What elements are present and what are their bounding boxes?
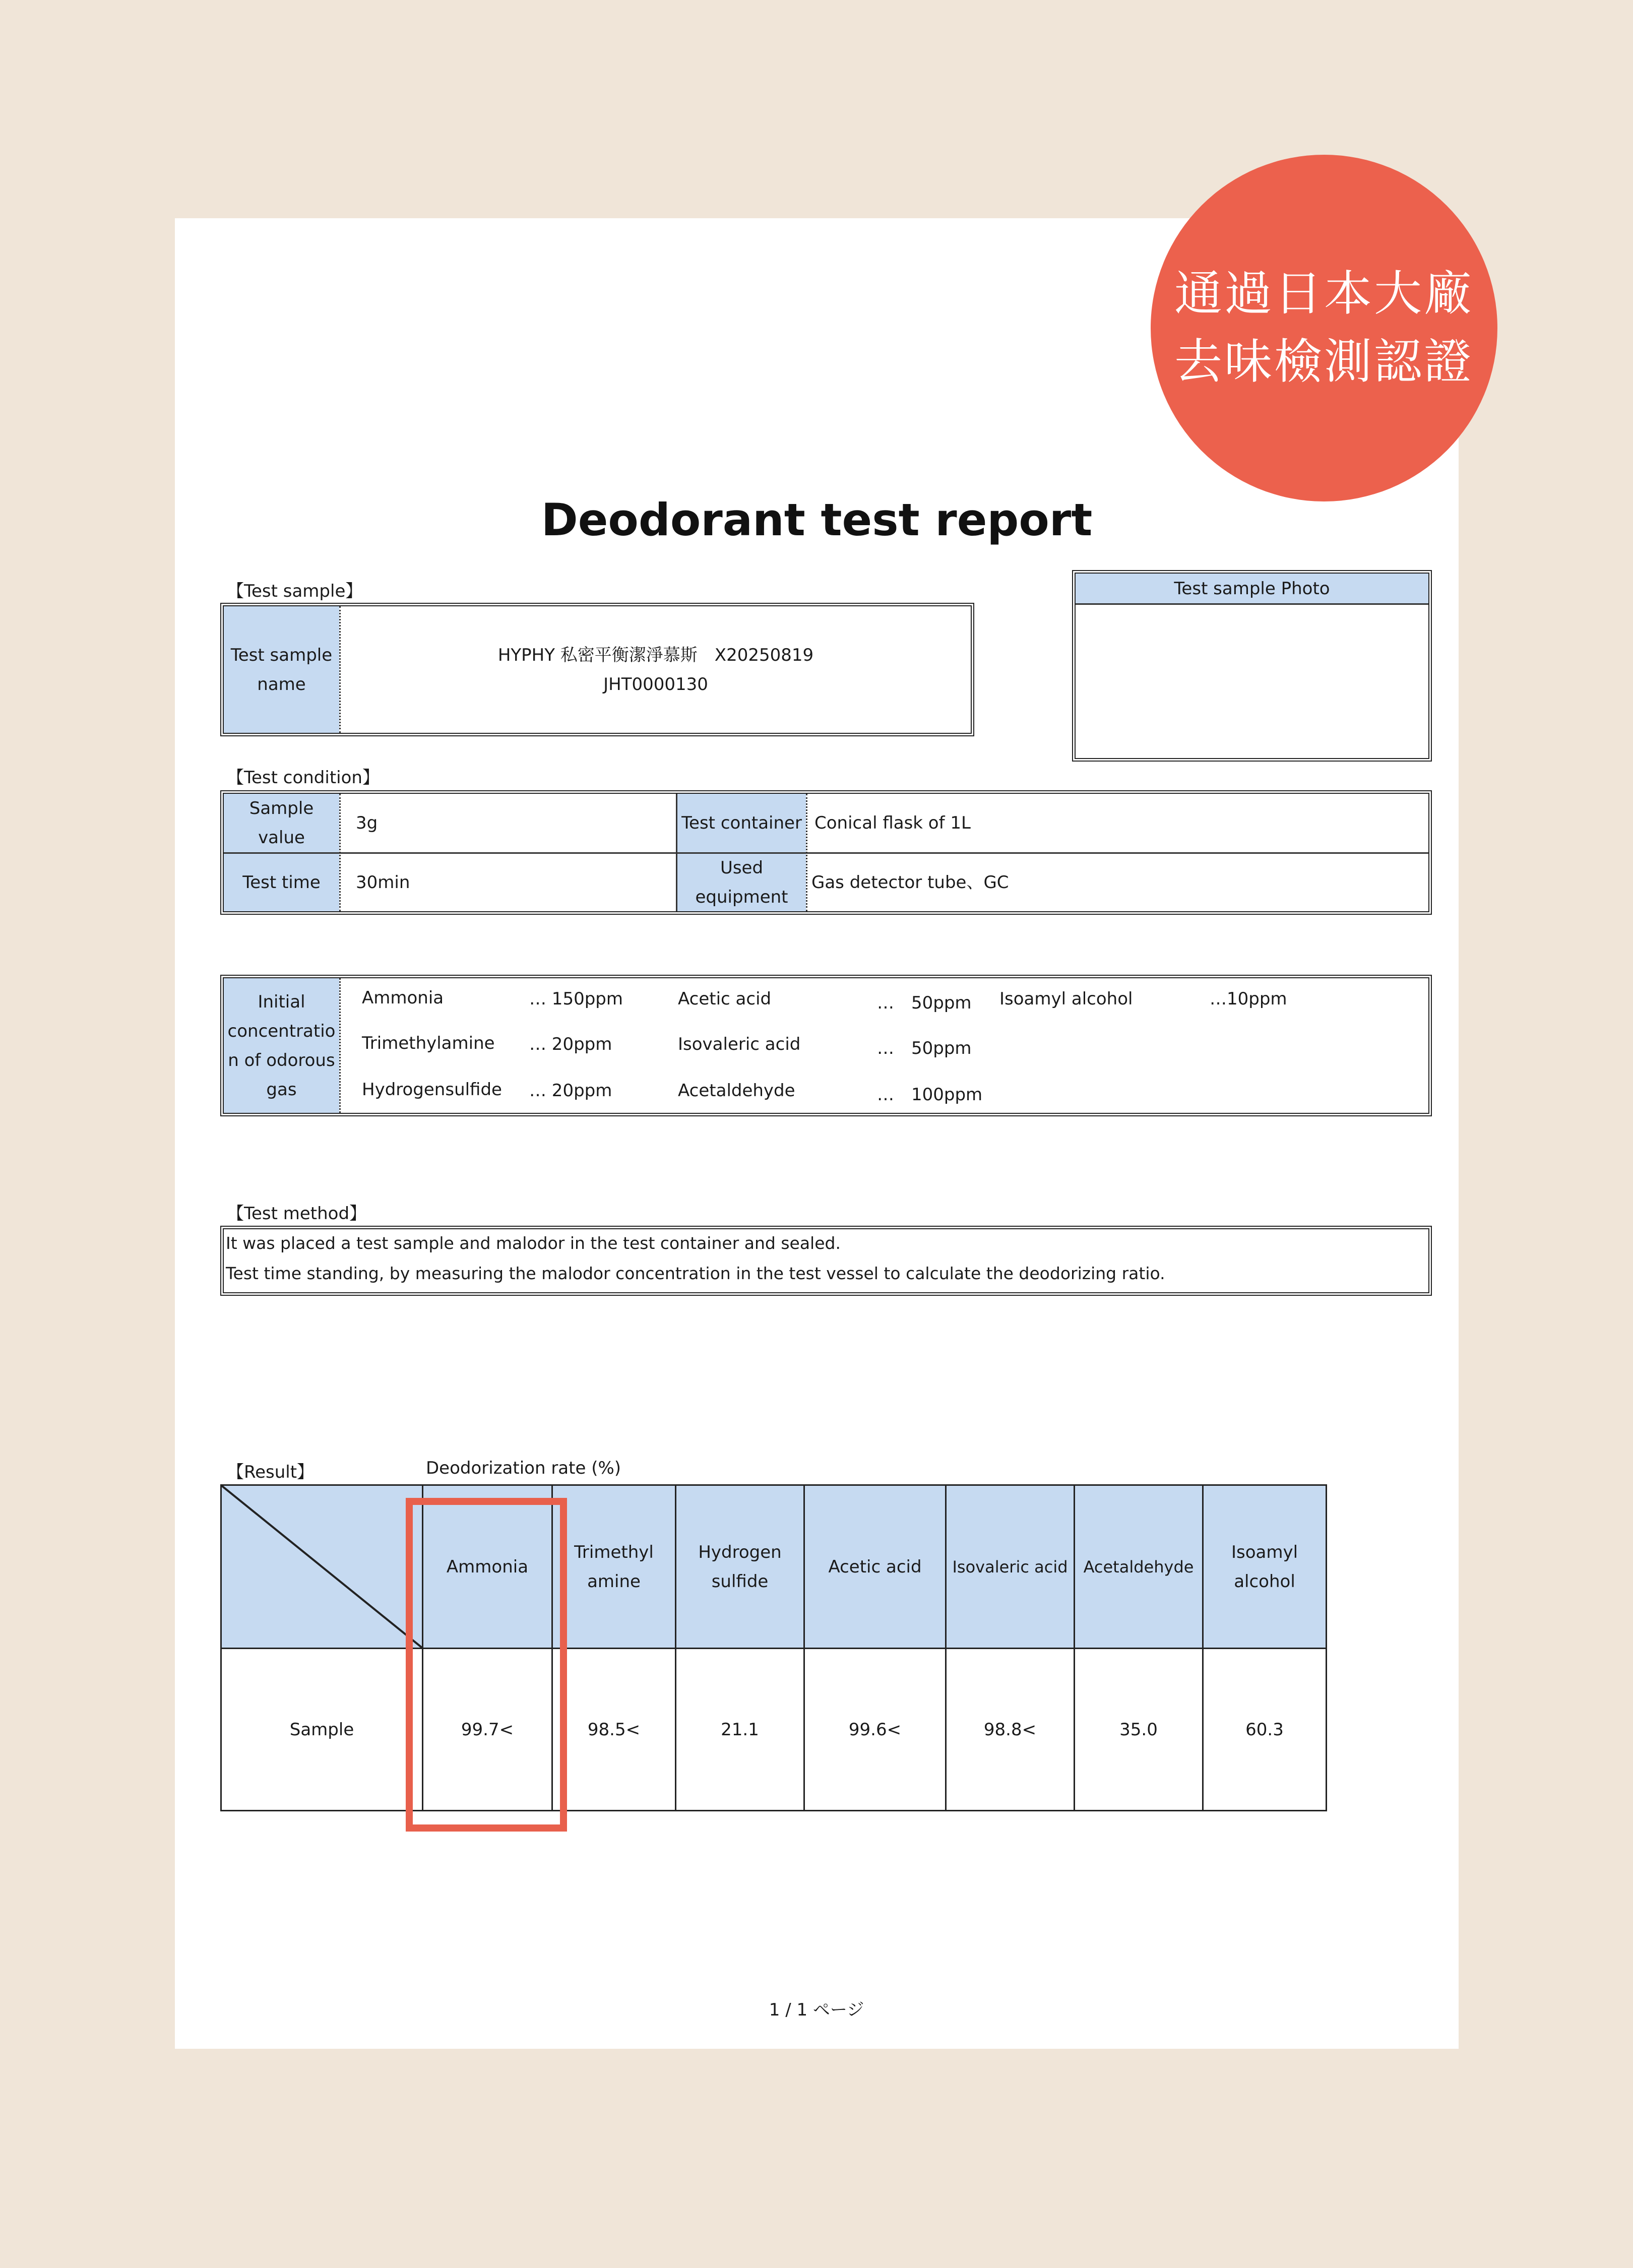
gas-name: Isovaleric acid — [678, 1034, 801, 1054]
result-value-trimethylamine: 98.5< — [551, 1648, 676, 1811]
test-time-value: 30min — [356, 872, 410, 893]
result-header-isovaleric-acid: Isovaleric acid — [945, 1484, 1075, 1649]
page-number: 1 / 1 ページ — [769, 2000, 864, 2020]
result-header-acetaldehyde: Acetaldehyde — [1074, 1484, 1204, 1649]
sample-photo-label: Test sample Photo — [1076, 574, 1428, 605]
result-corner-cell — [220, 1484, 423, 1649]
sample-name-label: Test sample name — [224, 606, 339, 733]
result-row-label: Sample — [220, 1648, 423, 1811]
test-method-line-2: Test time standing, by measuring the malodor concentration in the test vessel to calculate the deodorizing ratio. — [226, 1264, 1165, 1283]
gas-value: … 100ppm — [877, 1085, 983, 1105]
result-header-acetic-acid: Acetic acid — [803, 1484, 947, 1649]
ammonia-highlight-frame — [406, 1498, 567, 1832]
gas-name: Acetaldehyde — [678, 1081, 795, 1101]
sample-value-label: Sample value — [224, 794, 339, 852]
badge-line-2: 去味檢測認證 — [1174, 334, 1474, 390]
page-title: Deodorant test report — [541, 494, 1093, 546]
sample-photo-box — [1072, 570, 1432, 762]
test-condition-box — [220, 790, 1432, 915]
test-time-label: Test time — [224, 854, 339, 911]
gas-value: … 150ppm — [529, 989, 623, 1009]
gas-name: Ammonia — [362, 988, 444, 1008]
gas-name: Hydrogensulfide — [362, 1080, 502, 1100]
test-container-label: Test container — [677, 794, 806, 852]
gas-name: Trimethylamine — [362, 1033, 495, 1053]
result-header-ammonia: Ammonia — [422, 1484, 553, 1649]
result-value-isoamyl-alcohol: 60.3 — [1202, 1648, 1327, 1811]
result-header-hydrogen-sulfide: Hydrogen sulfide — [675, 1484, 805, 1649]
sample-value: 3g — [356, 813, 378, 833]
gas-value: … 50ppm — [877, 993, 972, 1013]
test-sample-section-label: 【Test sample】 — [227, 581, 363, 601]
used-equipment-value: Gas detector tube、GC — [811, 872, 1009, 893]
test-sample-box — [220, 603, 974, 736]
initial-concentration-label: Initial concentratio n of odorous gas — [224, 978, 339, 1113]
result-value-hydrogen-sulfide: 21.1 — [675, 1648, 805, 1811]
gas-name: Acetic acid — [678, 989, 772, 1009]
result-value-ammonia: 99.7< — [422, 1648, 553, 1811]
result-value-acetaldehyde: 35.0 — [1074, 1648, 1204, 1811]
gas-value: … 20ppm — [529, 1081, 612, 1101]
diagonal-line — [222, 1486, 422, 1648]
certification-badge — [1151, 155, 1497, 501]
gas-value: …10ppm — [1210, 989, 1287, 1009]
test-container-value: Conical flask of 1L — [814, 813, 971, 833]
result-value-isovaleric-acid: 98.8< — [945, 1648, 1075, 1811]
sample-name-value: HYPHY 私密平衡潔淨慕斯 X20250819 JHT0000130 — [497, 645, 814, 695]
test-method-line-1: It was placed a test sample and malodor in the test container and sealed. — [226, 1233, 841, 1253]
gas-value: … 50ppm — [877, 1038, 972, 1058]
badge-line-1: 通過日本大廠 — [1174, 266, 1474, 322]
deodorization-rate-label: Deodorization rate (%) — [426, 1458, 621, 1478]
used-equipment-label: Used equipment — [677, 854, 806, 911]
test-condition-section-label: 【Test condition】 — [227, 768, 380, 788]
result-section-label: 【Result】 — [227, 1462, 315, 1482]
result-header-trimethylamine: Trimethyl amine — [551, 1484, 676, 1649]
gas-value: … 20ppm — [529, 1034, 612, 1054]
result-value-acetic-acid: 99.6< — [803, 1648, 947, 1811]
result-header-isoamyl-alcohol: Isoamyl alcohol — [1202, 1484, 1327, 1649]
test-method-section-label: 【Test method】 — [227, 1204, 367, 1224]
gas-name: Isoamyl alcohol — [999, 989, 1133, 1009]
